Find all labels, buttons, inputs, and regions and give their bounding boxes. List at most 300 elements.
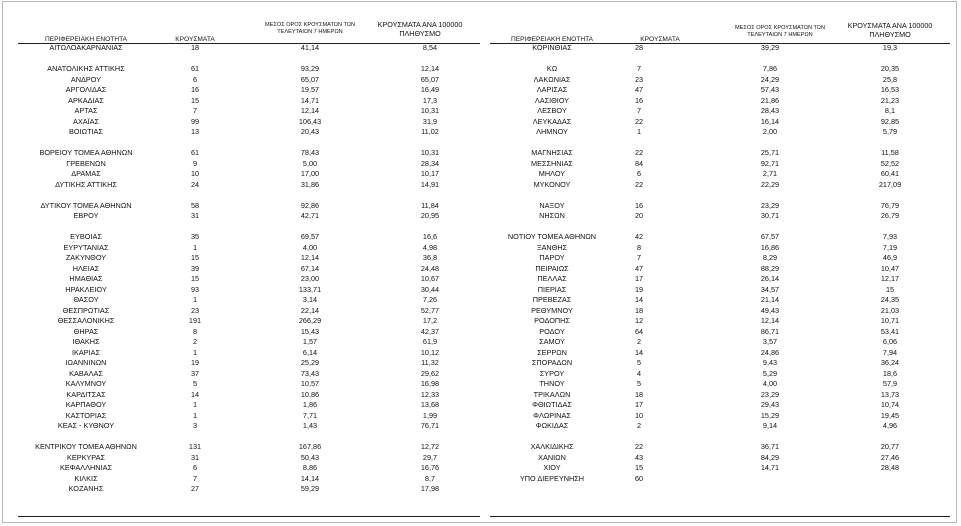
right-cell-region: ΝΗΣΩΝ (539, 211, 565, 220)
left-cell-per100k: 16,49 (420, 85, 440, 94)
right-cell-per100k: 11,58 (881, 148, 899, 157)
right-cell-region: ΜΗΛΟΥ (538, 169, 566, 178)
right-cell-avg7: 9,43 (762, 358, 778, 367)
right-cell-cases: 19 (634, 284, 644, 294)
left-cell-cases: 1 (192, 295, 198, 304)
left-cell-avg7: 133,71 (298, 284, 322, 294)
left-cell-cases: 131 (188, 442, 202, 451)
right-cell-cases: 60 (634, 473, 644, 483)
left-cell-region: ΗΛΕΙΑΣ (72, 263, 100, 273)
right-cell-region: ΜΑΓΝΗΣΙΑΣ (531, 148, 573, 157)
left-cell-avg7: 10,86 (300, 389, 320, 399)
right-cell-region: ΛΗΜΝΟΥ (536, 127, 568, 136)
right-cell-cases: 14 (634, 347, 644, 357)
right-cell-cases: 10 (634, 410, 644, 420)
left-cell-region: ΕΒΡΟΥ (73, 211, 99, 220)
left-cell-per100k: 11,84 (421, 200, 439, 210)
right-cell-avg7: 57,43 (760, 85, 780, 94)
left-cell-region: ΚΑΣΤΟΡΙΑΣ (65, 410, 107, 420)
left-cell-region: ΚΕΑΣ - ΚΥΘΝΟΥ (57, 421, 115, 430)
right-cell-avg7: 23,29 (760, 200, 780, 210)
right-cell-per100k: 20,35 (880, 64, 900, 73)
right-cell-cases: 15 (634, 463, 644, 472)
left-cell-avg7: 31,86 (300, 179, 320, 189)
right-cell-region: ΚΩ (546, 64, 558, 73)
right-cell-per100k: 20,77 (880, 442, 900, 451)
left-cell-per100k: 10,12 (420, 347, 440, 357)
left-cell-region: ΒΟΙΩΤΙΑΣ (69, 127, 103, 136)
right-cell-region: ΛΕΣΒΟΥ (537, 106, 567, 115)
right-cell-avg7: 29,43 (760, 400, 780, 409)
left-cell-cases: 93 (190, 284, 200, 294)
left-cell-per100k: 7,26 (422, 295, 438, 304)
right-cell-per100k: 57,9 (882, 379, 898, 388)
header-per100k-right-line1: ΚΡΟΥΣΜΑΤΑ ΑΝΑ 100000 (847, 21, 933, 30)
left-cell-avg7: 22,14 (300, 305, 320, 315)
right-cell-region: ΠΕΙΡΑΙΩΣ (535, 263, 569, 273)
left-cell-per100k: 16,6 (422, 232, 438, 241)
left-cell-region: ΑΧΑΪΑΣ (72, 116, 99, 126)
right-cell-avg7: 8,29 (762, 253, 778, 262)
left-cell-cases: 58 (190, 200, 200, 210)
left-cell-per100k: 42,37 (420, 326, 440, 336)
right-cell-cases: 14 (634, 295, 644, 304)
left-cell-region: ΑΝΔΡΟΥ (70, 74, 102, 84)
right-cell-avg7: 86,71 (760, 326, 780, 336)
header-per100k-right (835, 22, 945, 39)
right-cell-region: ΠΡΕΒΕΖΑΣ (532, 295, 572, 304)
right-cell-per100k: 10,71 (880, 316, 900, 325)
right-cell-avg7: 67,57 (760, 232, 780, 241)
left-cell-region: ΑΙΤΩΛΟΑΚΑΡΝΑΝΙΑΣ (49, 43, 123, 52)
left-cell-cases: 9 (192, 158, 198, 168)
left-cell-region: ΑΝΑΤΟΛΙΚΗΣ ΑΤΤΙΚΗΣ (47, 64, 125, 73)
left-cell-per100k: 29,62 (420, 368, 440, 378)
right-cell-cases: 22 (634, 116, 644, 126)
left-cell-avg7: 65,07 (300, 74, 320, 84)
right-cell-avg7: 23,29 (760, 389, 780, 399)
right-cell-avg7: 26,14 (760, 274, 780, 283)
left-cell-cases: 15 (190, 253, 200, 262)
left-cell-per100k: 31,9 (422, 116, 438, 126)
right-cell-avg7: 16,14 (760, 116, 780, 126)
right-cell-region: ΣΠΟΡΑΔΩΝ (531, 358, 573, 367)
left-cell-cases: 191 (188, 316, 202, 325)
right-cell-per100k: 24,35 (880, 295, 900, 304)
right-cell-avg7: 36,71 (760, 442, 780, 451)
header-region-left: ΠΕΡΙΦΕΡΕΙΑΚΗ ΕΝΟΤΗΤΑ (44, 36, 128, 43)
header-per100k-right-line2: ΠΛΗΘΥΣΜΟ (869, 29, 911, 39)
left-cell-avg7: 69,57 (300, 232, 320, 241)
right-cell-region: ΛΑΣΙΘΙΟΥ (534, 95, 570, 105)
left-cell-avg7: 73,43 (300, 368, 320, 378)
left-cell-avg7: 23,00 (300, 274, 320, 283)
left-cell-region: ΚΟΖΑΝΗΣ (68, 484, 104, 493)
right-cell-cases: 7 (636, 253, 642, 262)
right-cell-cases: 43 (634, 452, 644, 462)
right-cell-region: ΛΑΚΩΝΙΑΣ (533, 74, 571, 84)
left-cell-avg7: 67,14 (300, 263, 320, 273)
right-cell-cases: 7 (636, 64, 642, 73)
left-cell-region: ΚΕΝΤΡΙΚΟΥ ΤΟΜΕΑ ΑΘΗΝΩΝ (35, 442, 137, 451)
right-cell-region: ΡΟΔΟΠΗΣ (534, 316, 570, 325)
left-cell-per100k: 11,02 (421, 127, 439, 136)
right-cell-cases: 4 (636, 368, 642, 378)
left-cell-avg7: 266,29 (298, 316, 322, 325)
right-cell-per100k: 19,45 (880, 410, 900, 420)
left-cell-avg7: 3,14 (302, 295, 318, 304)
right-cell-cases: 16 (634, 200, 644, 210)
left-cell-avg7: 78,43 (300, 148, 320, 157)
left-cell-avg7: 12,14 (300, 106, 320, 115)
right-cell-cases: 18 (634, 389, 644, 399)
left-cell-region: ΘΑΣΟΥ (73, 295, 99, 304)
left-cell-cases: 15 (190, 274, 200, 283)
right-cell-avg7: 24,29 (760, 74, 780, 84)
left-cell-per100k: 12,14 (420, 64, 440, 73)
left-cell-cases: 7 (192, 473, 198, 483)
left-cell-region: ΔΥΤΙΚΗΣ ΑΤΤΙΚΗΣ (55, 179, 117, 189)
header-avg-left-line2: ΤΕΛΕΥΤΑΙΩΝ 7 ΗΜΕΡΩΝ (277, 29, 343, 35)
left-cell-avg7: 19,57 (300, 85, 320, 94)
right-cell-per100k: 7,93 (882, 232, 898, 241)
header-region-right: ΠΕΡΙΦΕΡΕΙΑΚΗ ΕΝΟΤΗΤΑ (510, 36, 594, 43)
header-avg-left-line1: ΜΕΣΟΣ ΟΡΟΣ ΚΡΟΥΣΜΑΤΩΝ ΤΩΝ (265, 22, 355, 28)
right-cell-cases: 17 (634, 400, 644, 409)
right-cell-avg7: 21,14 (760, 295, 780, 304)
left-cell-per100k: 16,76 (420, 463, 440, 472)
right-cell-cases: 20 (634, 211, 644, 220)
left-cell-avg7: 41,14 (300, 43, 320, 52)
left-cell-cases: 31 (190, 211, 200, 220)
left-cell-per100k: 24,48 (420, 263, 440, 273)
right-cell-region: ΜΥΚΟΝΟΥ (533, 179, 571, 189)
left-cell-region: ΕΥΡΥΤΑΝΙΑΣ (63, 242, 109, 252)
left-cell-region: ΗΡΑΚΛΕΙΟΥ (65, 284, 107, 294)
right-cell-per100k: 19,3 (882, 43, 898, 52)
left-cell-cases: 6 (192, 463, 198, 472)
left-cell-per100k: 30,44 (420, 284, 440, 294)
right-cell-region: ΧΑΛΚΙΔΙΚΗΣ (530, 442, 574, 451)
right-cell-cases: 5 (636, 358, 642, 367)
right-cell-region: ΛΑΡΙΣΑΣ (536, 85, 568, 94)
left-cell-region: ΚΑΛΥΜΝΟΥ (65, 379, 107, 388)
left-cell-per100k: 65,07 (420, 74, 440, 84)
right-cell-cases: 23 (634, 74, 644, 84)
right-cell-region: ΦΘΙΩΤΙΔΑΣ (532, 400, 572, 409)
left-cell-avg7: 106,43 (298, 116, 322, 126)
right-cell-per100k: 52,52 (880, 158, 900, 168)
left-cell-per100k: 29,7 (422, 452, 438, 462)
right-cell-per100k: 25,8 (882, 74, 898, 84)
left-cell-cases: 99 (190, 116, 200, 126)
left-cell-per100k: 1,99 (422, 410, 438, 420)
header-per100k-left-line1: ΚΡΟΥΣΜΑΤΑ ΑΝΑ 100000 (377, 20, 463, 29)
left-cell-region: ΘΗΡΑΣ (73, 326, 99, 336)
right-cell-avg7: 24,86 (760, 347, 780, 357)
right-cell-cases: 5 (636, 379, 642, 388)
right-cell-cases: 18 (634, 305, 644, 315)
right-cell-region: ΦΩΚΙΔΑΣ (535, 421, 569, 430)
right-cell-per100k: 5,79 (882, 127, 898, 136)
right-cell-per100k: 92,85 (880, 116, 900, 126)
left-cell-region: ΙΚΑΡΙΑΣ (71, 347, 101, 357)
right-cell-cases: 12 (634, 316, 644, 325)
left-cell-cases: 37 (190, 368, 200, 378)
right-cell-per100k: 53,41 (880, 326, 900, 336)
left-cell-per100k: 10,31 (420, 148, 440, 157)
left-cell-avg7: 10,57 (300, 379, 320, 388)
left-cell-avg7: 25,29 (300, 358, 320, 367)
right-cell-per100k: 60,41 (880, 169, 900, 178)
left-cell-avg7: 5,00 (302, 158, 318, 168)
left-cell-avg7: 14,71 (300, 95, 320, 105)
left-cell-region: ΔΡΑΜΑΣ (71, 169, 101, 178)
right-cell-avg7: 5,29 (762, 368, 778, 378)
left-cell-per100k: 28,34 (420, 158, 440, 168)
right-cell-cases: 28 (634, 43, 644, 52)
right-cell-per100k: 7,94 (882, 347, 898, 357)
right-cell-per100k: 36,24 (880, 358, 900, 367)
right-cell-avg7: 30,71 (760, 211, 780, 220)
right-cell-region: ΛΕΥΚΑΔΑΣ (532, 116, 572, 126)
left-cell-cases: 7 (192, 106, 198, 115)
left-cell-per100k: 10,31 (420, 106, 440, 115)
right-cell-avg7: 25,71 (760, 148, 780, 157)
left-cell-region: ΑΡΤΑΣ (74, 106, 98, 115)
left-cell-avg7: 1,57 (302, 337, 318, 346)
left-cell-avg7: 14,14 (300, 473, 320, 483)
right-cell-cases: 22 (634, 179, 644, 189)
right-cell-avg7: 88,29 (760, 263, 780, 273)
left-cell-cases: 13 (190, 127, 200, 136)
left-cell-avg7: 59,29 (300, 484, 320, 493)
right-cell-per100k: 13,73 (880, 389, 900, 399)
right-cell-region: ΥΠΟ ΔΙΕΡΕΥΝΗΣΗ (519, 473, 585, 483)
right-cell-region: ΡΟΔΟΥ (539, 326, 565, 336)
left-cell-per100k: 8,54 (422, 43, 438, 52)
left-cell-avg7: 167,86 (298, 442, 322, 451)
left-cell-avg7: 1,86 (302, 400, 318, 409)
right-cell-per100k: 21,23 (880, 95, 900, 105)
right-cell-cases: 2 (636, 421, 642, 430)
left-cell-cases: 1 (192, 242, 198, 252)
right-cell-cases: 47 (634, 85, 644, 94)
left-cell-cases: 1 (192, 400, 198, 409)
right-cell-per100k: 27,46 (880, 452, 900, 462)
left-cell-cases: 27 (190, 484, 200, 493)
right-cell-per100k: 8,1 (884, 106, 896, 115)
left-cell-cases: 1 (192, 347, 198, 357)
right-cell-per100k: 15 (885, 284, 895, 294)
right-cell-avg7: 4,00 (762, 379, 778, 388)
right-cell-region: ΣΥΡΟΥ (539, 368, 565, 378)
right-cell-region: ΣΕΡΡΩΝ (537, 347, 567, 357)
left-cell-region: ΒΟΡΕΙΟΥ ΤΟΜΕΑ ΑΘΗΝΩΝ (39, 148, 133, 157)
left-cell-region: ΚΑΡΠΑΘΟΥ (65, 400, 107, 409)
left-cell-cases: 10 (190, 169, 200, 178)
right-cell-cases: 42 (634, 232, 644, 241)
left-cell-avg7: 1,43 (302, 421, 318, 430)
right-cell-cases: 8 (636, 242, 642, 252)
right-cell-per100k: 217,09 (878, 179, 902, 189)
left-cell-region: ΓΡΕΒΕΝΩΝ (66, 158, 106, 168)
left-cell-cases: 18 (190, 43, 200, 52)
left-cell-cases: 61 (190, 148, 200, 157)
left-cell-avg7: 7,71 (302, 410, 318, 420)
right-cell-avg7: 22,29 (760, 179, 780, 189)
left-cell-cases: 16 (190, 85, 200, 94)
left-cell-cases: 3 (192, 421, 198, 430)
left-cell-per100k: 36,8 (422, 253, 438, 262)
right-cell-region: ΞΑΝΘΗΣ (536, 242, 568, 252)
bottom-rule-left (18, 516, 480, 517)
left-cell-per100k: 10,17 (420, 169, 440, 178)
header-avg-right-line1: ΜΕΣΟΣ ΟΡΟΣ ΚΡΟΥΣΜΑΤΩΝ ΤΩΝ (735, 25, 825, 31)
right-cell-region: ΡΕΘΥΜΝΟΥ (531, 305, 573, 315)
right-cell-avg7: 49,43 (760, 305, 780, 315)
right-cell-per100k: 18,6 (882, 368, 898, 378)
right-cell-avg7: 34,57 (760, 284, 780, 294)
right-cell-cases: 22 (634, 148, 644, 157)
right-cell-region: ΠΙΕΡΙΑΣ (537, 284, 567, 294)
left-cell-cases: 35 (190, 232, 200, 241)
left-cell-region: ΚΙΛΚΙΣ (74, 473, 98, 483)
right-cell-per100k: 16,53 (880, 85, 900, 94)
left-cell-avg7: 6,14 (302, 347, 318, 357)
right-cell-per100k: 76,79 (880, 200, 900, 210)
left-cell-avg7: 17,00 (300, 169, 320, 178)
right-cell-per100k: 12,17 (880, 274, 900, 283)
header-per100k-left-line2: ΠΛΗΘΥΣΜΟ (399, 28, 441, 38)
left-cell-region: ΔΥΤΙΚΟΥ ΤΟΜΕΑ ΑΘΗΝΩΝ (40, 200, 132, 210)
left-cell-avg7: 93,29 (300, 64, 320, 73)
left-cell-region: ΗΜΑΘΙΑΣ (69, 274, 103, 283)
left-cell-cases: 31 (190, 452, 200, 462)
right-cell-avg7: 7,86 (762, 64, 778, 73)
left-cell-avg7: 42,71 (300, 211, 320, 220)
right-cell-cases: 6 (636, 169, 642, 178)
right-cell-cases: 84 (634, 158, 644, 168)
header-avg-left (240, 22, 380, 36)
right-cell-avg7: 3,57 (762, 337, 778, 346)
left-cell-per100k: 14,91 (420, 179, 440, 189)
right-cell-avg7: 16,86 (760, 242, 780, 252)
right-cell-region: ΠΕΛΛΑΣ (537, 274, 567, 283)
right-cell-region: ΠΑΡΟΥ (539, 253, 565, 262)
left-cell-cases: 23 (190, 305, 200, 315)
right-cell-avg7: 14,71 (760, 463, 780, 472)
left-cell-region: ΚΕΡΚΥΡΑΣ (66, 452, 106, 462)
right-cell-avg7: 9,14 (762, 421, 778, 430)
right-cell-region: ΣΑΜΟΥ (539, 337, 565, 346)
right-cell-cases: 17 (634, 274, 644, 283)
left-cell-cases: 1 (192, 410, 198, 420)
left-cell-region: ΘΕΣΣΑΛΟΝΙΚΗΣ (57, 316, 115, 325)
right-cell-region: ΧΑΝΙΩΝ (538, 452, 566, 462)
left-cell-region: ΚΑΒΑΛΑΣ (69, 368, 103, 378)
left-cell-region: ΚΕΦΑΛΛΗΝΙΑΣ (60, 463, 112, 472)
header-cases-right: ΚΡΟΥΣΜΑΤΑ (640, 36, 680, 43)
left-cell-avg7: 20,43 (300, 127, 320, 136)
left-cell-per100k: 4,98 (422, 242, 438, 252)
right-cell-cases: 64 (634, 326, 644, 336)
right-cell-region: ΝΟΤΙΟΥ ΤΟΜΕΑ ΑΘΗΝΩΝ (507, 232, 597, 241)
left-cell-per100k: 17,2 (422, 316, 438, 325)
left-cell-region: ΑΡΚΑΔΙΑΣ (68, 95, 104, 105)
right-cell-avg7: 84,29 (760, 452, 780, 462)
right-cell-cases: 2 (636, 337, 642, 346)
left-cell-region: ΙΩΑΝΝΙΝΩΝ (65, 358, 107, 367)
right-cell-per100k: 28,48 (880, 463, 900, 472)
header-avg-right-line2: ΤΕΛΕΥΤΑΙΩΝ 7 ΗΜΕΡΩΝ (747, 32, 813, 38)
left-cell-cases: 24 (190, 179, 200, 189)
left-cell-avg7: 92,86 (300, 200, 320, 210)
left-cell-per100k: 8,7 (424, 473, 436, 483)
left-cell-per100k: 20,95 (420, 211, 440, 220)
right-cell-avg7: 28,43 (760, 106, 780, 115)
right-cell-cases: 22 (634, 442, 644, 451)
left-cell-region: ΖΑΚΥΝΘΟΥ (65, 253, 107, 262)
left-cell-avg7: 15,43 (300, 326, 320, 336)
left-cell-region: ΚΑΡΔΙΤΣΑΣ (66, 389, 106, 399)
header-avg-right (710, 25, 850, 39)
right-cell-avg7: 39,29 (760, 43, 780, 52)
left-cell-per100k: 10,67 (420, 274, 440, 283)
left-cell-avg7: 12,14 (300, 253, 320, 262)
right-cell-per100k: 21,03 (880, 305, 900, 315)
right-cell-region: ΤΡΙΚΑΛΩΝ (533, 389, 571, 399)
right-cell-region: ΚΟΡΙΝΘΙΑΣ (532, 43, 572, 52)
left-cell-cases: 39 (190, 263, 200, 273)
left-cell-per100k: 61,9 (422, 337, 438, 346)
left-cell-cases: 6 (192, 74, 198, 84)
left-cell-per100k: 11,32 (421, 358, 439, 367)
right-cell-region: ΧΙΟΥ (543, 463, 561, 472)
right-cell-avg7: 21,86 (760, 95, 780, 105)
left-cell-avg7: 50,43 (300, 452, 320, 462)
left-cell-per100k: 16,98 (420, 379, 440, 388)
right-cell-per100k: 6,06 (882, 337, 898, 346)
right-cell-cases: 47 (634, 263, 644, 273)
right-cell-avg7: 92,71 (760, 158, 780, 168)
left-cell-cases: 19 (190, 358, 200, 367)
left-cell-region: ΕΥΒΟΙΑΣ (70, 232, 102, 241)
bottom-rule-right (490, 516, 950, 517)
header-per100k-left (370, 21, 470, 38)
right-cell-region: ΜΕΣΣΗΝΙΑΣ (531, 158, 573, 168)
left-cell-avg7: 4,00 (302, 242, 318, 252)
right-cell-cases: 7 (636, 106, 642, 115)
left-cell-avg7: 8,86 (302, 463, 318, 472)
left-cell-cases: 61 (190, 64, 200, 73)
left-cell-region: ΑΡΓΟΛΙΔΑΣ (65, 85, 107, 94)
left-cell-region: ΘΕΣΠΡΩΤΙΑΣ (62, 305, 110, 315)
left-cell-cases: 8 (192, 326, 198, 336)
left-cell-cases: 15 (190, 95, 200, 105)
right-cell-per100k: 10,47 (880, 263, 900, 273)
right-cell-avg7: 15,29 (760, 410, 780, 420)
right-cell-cases: 16 (634, 95, 644, 105)
right-cell-region: ΝΑΞΟΥ (539, 200, 565, 210)
right-cell-per100k: 46,9 (882, 253, 898, 262)
right-cell-region: ΦΛΩΡΙΝΑΣ (533, 410, 571, 420)
left-cell-per100k: 12,33 (420, 389, 440, 399)
header-cases-left: ΚΡΟΥΣΜΑΤΑ (175, 36, 215, 43)
left-cell-cases: 5 (192, 379, 198, 388)
left-cell-cases: 14 (190, 389, 200, 399)
left-cell-per100k: 52,77 (420, 305, 440, 315)
